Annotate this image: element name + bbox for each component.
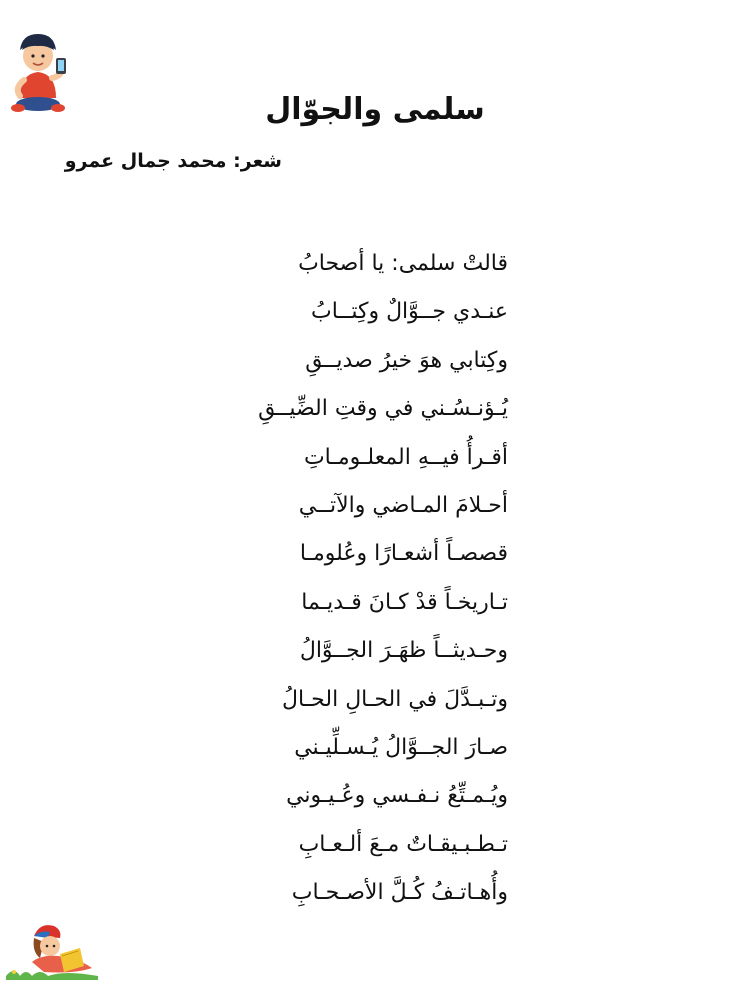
- verse-line: وحـديثــاً ظهَـرَ الجــوَّالُ: [299, 638, 508, 664]
- verse-line: وتـبـدَّلَ في الحـالِ الحـالُ: [282, 686, 508, 712]
- verse-line: قصصـاً أشعـارًا وعُلومـا: [299, 541, 508, 567]
- verse-line: يُـؤنـسُـني في وقتِ الضِّيــقِ: [258, 396, 508, 422]
- verse-line: تـاريخـاً قدْ كـانَ قـديـما: [301, 589, 508, 615]
- poem-verses: [208, 240, 508, 917]
- verse-line: أحـلامَ المـاضي والآتــي: [298, 492, 508, 518]
- verse-line: صـارَ الجــوَّالُ يُـسـلِّيـني: [294, 734, 508, 760]
- verse-line: عنـدي جــوَّالٌ وكِتــابُ: [311, 299, 508, 325]
- verse-line: ويُـمـتِّعُ نـفـسي وعُـيـوني: [286, 783, 508, 809]
- poem-author: شعر: محمد جمال عمرو: [64, 150, 282, 172]
- verse-line: قالتْ سلمى: يا أصحابُ: [298, 251, 508, 276]
- verse-line: تـطـبـيقـاتٌ مـعَ ألـعـابِ: [298, 831, 508, 857]
- girl-reading-book-icon: [4, 918, 100, 980]
- poem-title: سلمى والجوّال: [265, 92, 485, 127]
- verse-line: وكِتابي هوَ خيرُ صديــقِ: [305, 347, 508, 373]
- boy-with-phone-icon: [4, 28, 74, 118]
- verse-line: أقـرأُ فيــهِ المعلـومـاتِ: [303, 444, 508, 470]
- verse-line: وأُهـاتـفُ كُـلَّ الأصـحـابِ: [291, 880, 508, 906]
